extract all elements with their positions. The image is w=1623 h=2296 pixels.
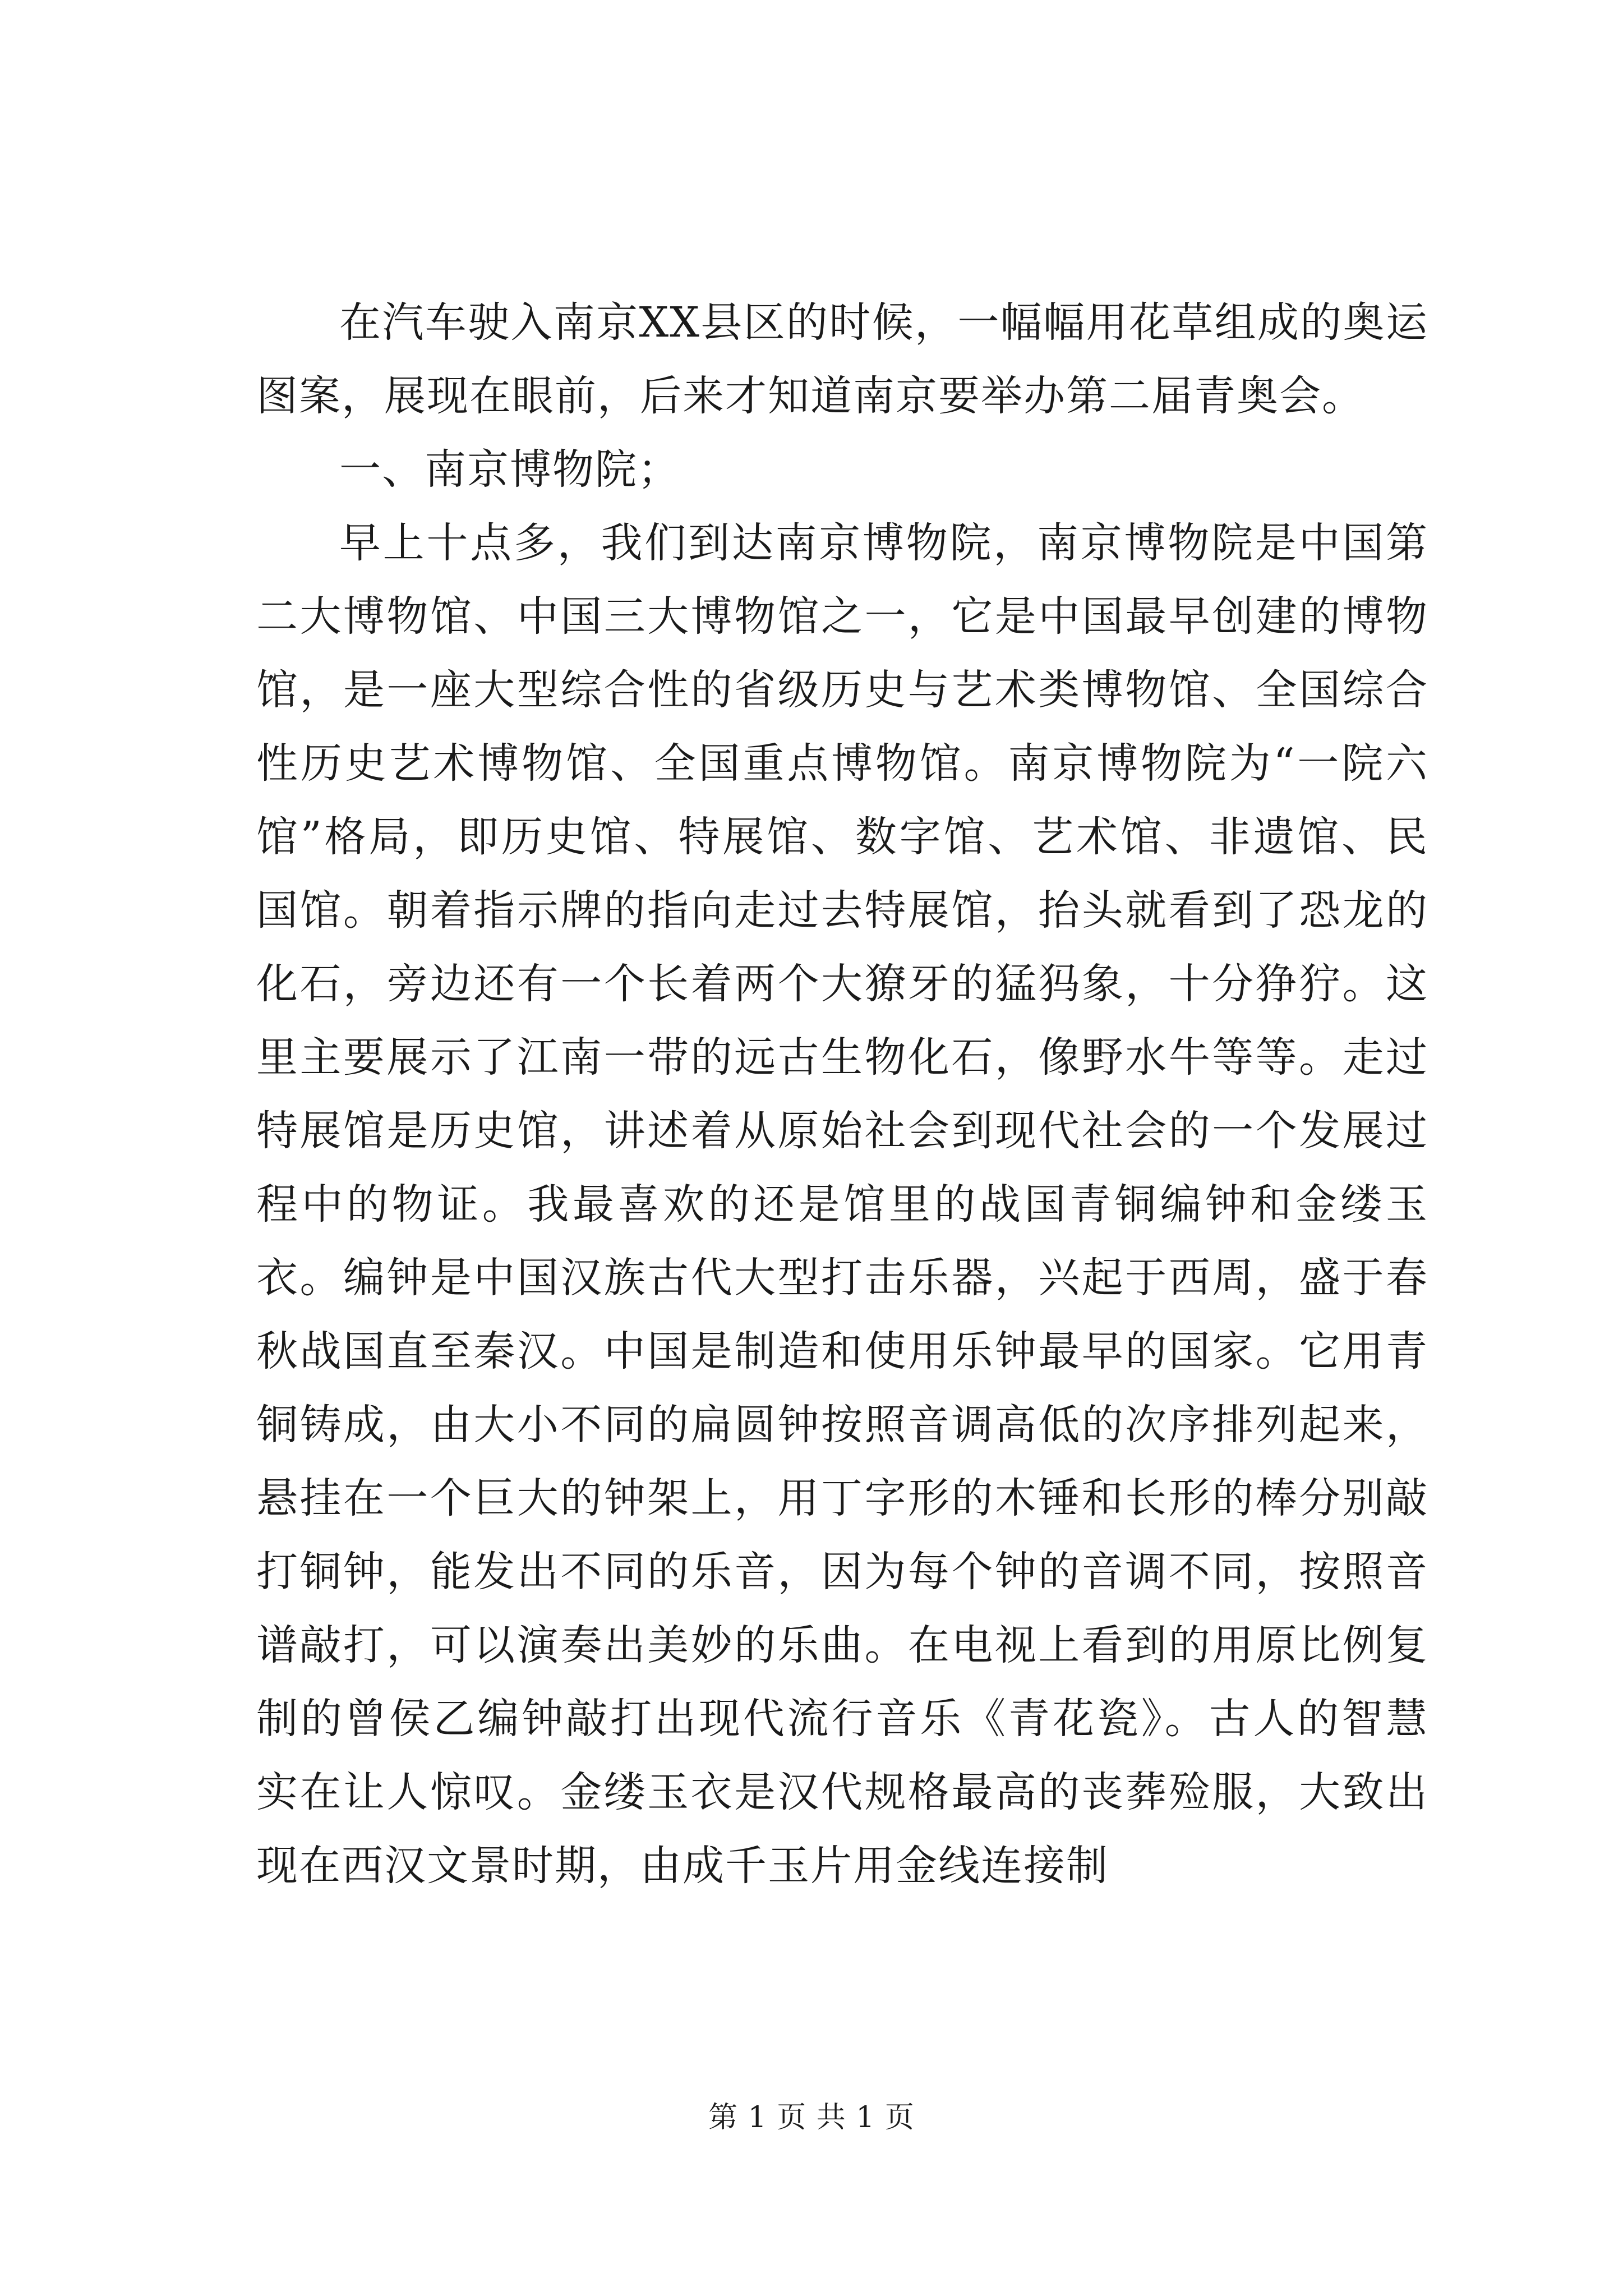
section-heading-nanjing-museum: 一、南京博物院； — [339, 445, 680, 494]
document-body — [256, 286, 1428, 1903]
page-footer: 第 1 页 共 1 页 — [708, 2101, 915, 2134]
paragraph-intro: 在汽车驶入南京XX县区的时候，一幅幅用花草组成的奥运图案，展现在眼前，后来才知道南京要举办第二届青奥会。 — [256, 298, 1428, 420]
paragraph-museum: 早上十点多，我们到达南京博物院，南京博物院是中国第二大博物馆、中国三大博物馆之一，它是中国最早创建的博物馆，是一座大型综合性的省级历史与艺术类博物馆、全国综合性历史艺术博物馆、全国重点博物馆。南京博物院为“一院六馆”格局，即历史馆、特展馆、数字馆、艺术馆、非遗馆、民国馆。朝着指示牌的指向走过去特展馆，抬头就看到了恐龙的化石，旁边还有一个长着两个大獠牙的猛犸象，十分狰狞。这里主要展示了江南一带的远古生物化石，像野水牛等等。走过特展馆是历史馆，讲述着从原始社会到现代社会的一个发展过程中的物证。我最喜欢的还是馆里的战国青铜编钟和金缕玉衣。编钟是中国汉族古代大型打击乐器，兴起于西周，盛于春秋战国直至秦汉。中国是制造和使用乐钟最早的国家。它用青铜铸成，由大小不同的扁圆钟按照音调高低的次序排列起来，悬挂在一个巨大的钟架上，用丁字形的木锤和长形的棒分别敲打铜钟，能发出不同的乐音，因为每个钟的音调不同，按照音谱敲打，可以演奏出美妙的乐曲。在电视上看到的用原比例复制的曾侯乙编钟敲打出现代流行音乐《青花瓷》。古人的智慧实在让人惊叹。金缕玉衣是汉代规格最高的丧葬殓服，大致出现在西汉文景时期，由成千玉片用金线连接制 — [256, 519, 1428, 1890]
